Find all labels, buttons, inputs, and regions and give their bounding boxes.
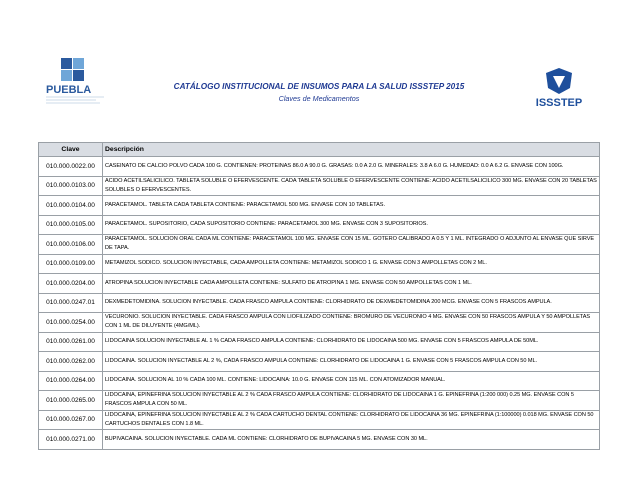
descripcion-cell: CASEINATO DE CALCIO POLVO CADA 100 G. CONTIENEN: PROTEINAS 86.0 A 90.0 G. GRASAS: 0.0 A 2.0 G. MINERALES: 3.8 A 6.0 G. HUMEDAD: 0.0 A 6.2 G. ENVASE CON 100G. xyxy=(103,157,600,177)
clave-cell: 010.000.0022.00 xyxy=(39,157,103,177)
table-row xyxy=(39,430,600,450)
issstep-logo-text: ISSSTEP xyxy=(535,97,583,109)
table-row xyxy=(39,371,600,391)
descripcion-cell: LIDOCAINA. SOLUCION AL 10 % CADA 100 ML. CONTIENE: LIDOCAINA: 10.0 G. ENVASE CON 115 ML. CON ATOMIZADOR MANUAL. xyxy=(103,371,600,391)
table-row xyxy=(39,157,600,177)
clave-cell: 010.000.0254.00 xyxy=(39,313,103,333)
table-row xyxy=(39,410,600,430)
descripcion-cell: LIDOCAINA, EPINEFRINA SOLUCION INYECTABLE AL 2 % CADA CARTUCHO DENTAL CONTIENE: CLORHIDRATO DE LIDOCAINA 36 MG. EPINEFRINA (1:100000) 0.018 MG. ENVASE CON 50 CARTUCHOS DENTALES CON 1.8 ML. xyxy=(103,410,600,430)
descripcion-cell: LIDOCAINA SOLUCION INYECTABLE AL 1 % CADA FRASCO AMPULA CONTIENE: CLORHIDRATO DE LIDOCAINA 500 MG. ENVASE CON 5 FRASCOS AMPULA DE 50ML. xyxy=(103,332,600,352)
column-header-clave: Clave xyxy=(39,143,103,157)
puebla-emblem-icon xyxy=(61,58,84,81)
clave-cell: 010.000.0109.00 xyxy=(39,254,103,274)
table-row xyxy=(39,254,600,274)
descripcion-cell: METAMIZOL SODICO. SOLUCION INYECTABLE, CADA AMPOLLETA CONTIENE: METAMIZOL SODICO 1 G. ENVASE CON 3 AMPOLLETAS CON 2 ML. xyxy=(103,254,600,274)
table-row xyxy=(39,215,600,235)
clave-cell: 010.000.0247.01 xyxy=(39,293,103,313)
descripcion-cell: VECURONIO. SOLUCION INYECTABLE. CADA FRASCO AMPULA CON LIOFILIZADO CONTIENE: BROMURO DE VECURONIO 4 MG. ENVASE CON 50 FRASCOS AMPULA Y 50 AMPOLLETAS CON 1 ML DE DILUYENTE (4MG/ML). xyxy=(103,313,600,333)
clave-cell: 010.000.0104.00 xyxy=(39,196,103,216)
descripcion-cell: PARACETAMOL. SUPOSITORIO, CADA SUPOSITORIO CONTIENE: PARACETAMOL 300 MG. ENVASE CON 3 SUPOSITORIOS. xyxy=(103,215,600,235)
page-subtitle: Claves de Medicamentos xyxy=(278,94,360,103)
clave-cell: 010.000.0103.00 xyxy=(39,176,103,196)
clave-cell: 010.000.0271.00 xyxy=(39,430,103,450)
puebla-logo-text: PUEBLA xyxy=(46,84,92,96)
descripcion-cell: LIDOCAINA, EPINEFRINA SOLUCION INYECTABLE AL 2 % CADA FRASCO AMPULA CONTIENE: CLORHIDRATO DE LIDOCAINA 1 G. EPINEFRINA (1:200 000) 0.25 MG. ENVASE CON 5 FRASCOS AMPULA CON 50 ML. xyxy=(103,391,600,411)
clave-cell: 010.000.0262.00 xyxy=(39,352,103,372)
descripcion-cell: ATROPINA SOLUCION INYECTABLE CADA AMPOLLETA CONTIENE: SULFATO DE ATROPINA 1 MG. ENVASE CON 50 AMPOLLETAS CON 1 ML. xyxy=(103,274,600,294)
clave-cell: 010.000.0265.00 xyxy=(39,391,103,411)
table-row xyxy=(39,391,600,411)
issstep-logo xyxy=(520,66,598,110)
clave-cell: 010.000.0106.00 xyxy=(39,235,103,255)
page-title: CATÁLOGO INSTITUCIONAL DE INSUMOS PARA LA SALUD ISSSTEP 2015 xyxy=(173,82,465,91)
table-row xyxy=(39,274,600,294)
clave-cell: 010.000.0261.00 xyxy=(39,332,103,352)
clave-cell: 010.000.0105.00 xyxy=(39,215,103,235)
table-row xyxy=(39,235,600,255)
column-header-descripcion: Descripción xyxy=(103,143,600,157)
issstep-shield-icon xyxy=(546,68,572,94)
descripcion-cell: PARACETAMOL. TABLETA CADA TABLETA CONTIENE: PARACETAMOL 500 MG. ENVASE CON 10 TABLETAS. xyxy=(103,196,600,216)
clave-cell: 010.000.0264.00 xyxy=(39,371,103,391)
descripcion-cell: DEXMEDETOMIDINA. SOLUCION INYECTABLE. CADA FRASCO AMPULA CONTIENE: CLORHIDRATO DE DEXMEDETOMIDINA 200 MCG. ENVASE CON 5 FRASCOS AMPULA. xyxy=(103,293,600,313)
table-row xyxy=(39,176,600,196)
table-row xyxy=(39,293,600,313)
medications-table xyxy=(38,142,600,450)
descripcion-cell: LIDOCAINA. SOLUCION INYECTABLE AL 2 %, CADA FRASCO AMPULA CONTIENE: CLORHIDRATO DE LIDOCAINA 1 G. ENVASE CON 5 FRASCOS AMPULA CON 50 ML. xyxy=(103,352,600,372)
descripcion-cell: ACIDO ACETILSALICILICO. TABLETA SOLUBLE O EFERVESCENTE. CADA TABLETA SOLUBLE O EFERVESCENTE CONTIENE: ACIDO ACETILSALICILICO 300 MG. ENVASE CON 20 TABLETAS SOLUBLES O EFERVESCENTES. xyxy=(103,176,600,196)
table-row xyxy=(39,196,600,216)
descripcion-cell: BUPIVACAINA. SOLUCION INYECTABLE. CADA ML CONTIENE: CLORHIDRATO DE BUPIVACAINA 5 MG. ENVASE CON 30 ML. xyxy=(103,430,600,450)
table-header-row xyxy=(39,143,600,157)
table-row xyxy=(39,332,600,352)
table-row xyxy=(39,313,600,333)
clave-cell: 010.000.0267.00 xyxy=(39,410,103,430)
table-row xyxy=(39,352,600,372)
clave-cell: 010.000.0204.00 xyxy=(39,274,103,294)
descripcion-cell: PARACETAMOL. SOLUCION ORAL CADA ML CONTIENE: PARACETAMOL 100 MG. ENVASE CON 15 ML. GOTERO CALIBRADO A 0.5 Y 1 ML. INTEGRADO O ADJUNTO AL ENVASE QUE SIRVE DE TAPA. xyxy=(103,235,600,255)
